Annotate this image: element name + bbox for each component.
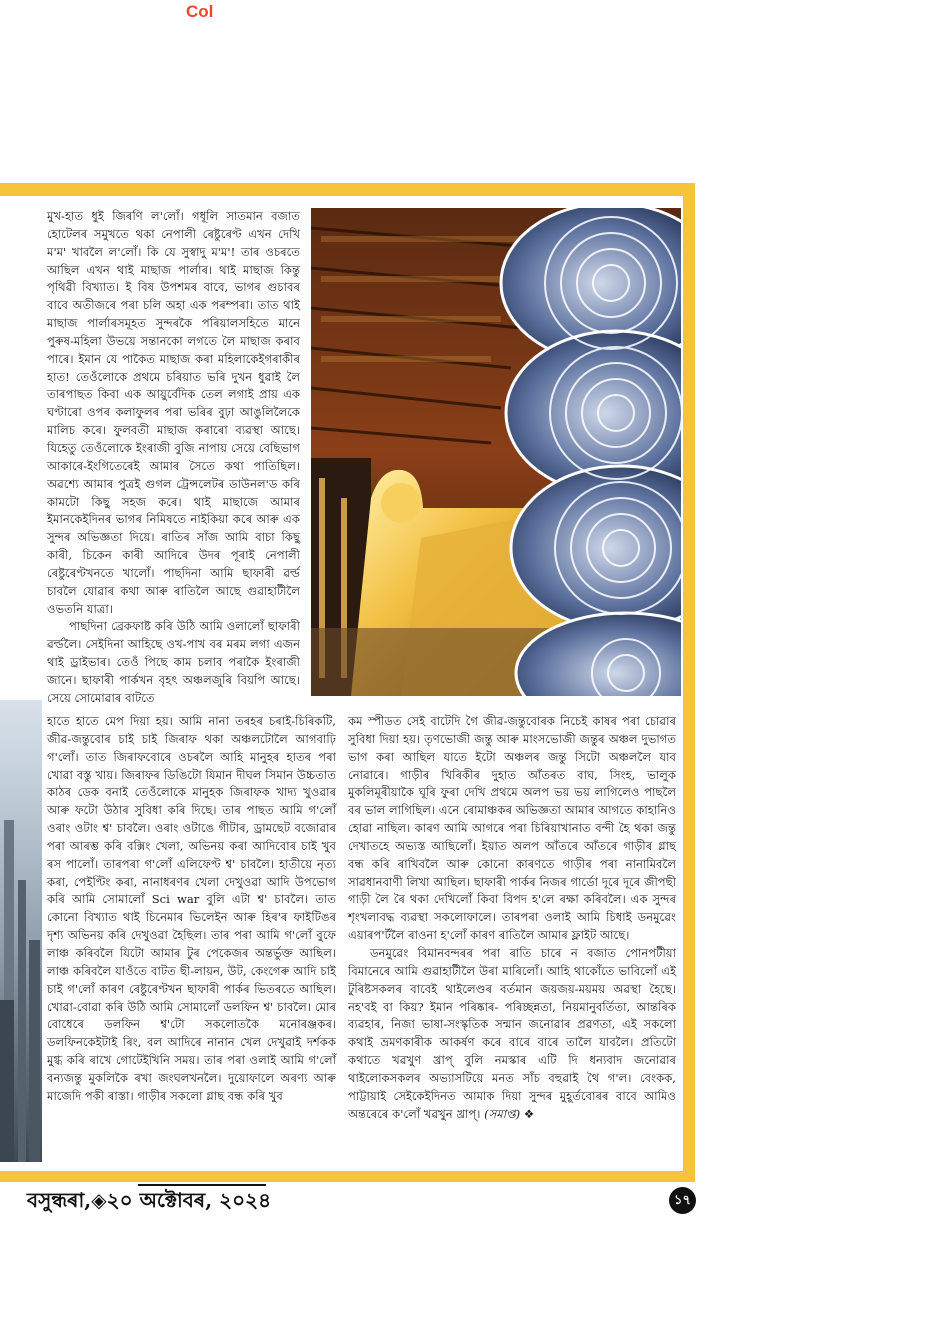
paragraph: পাছদিনা ব্ৰেকফাষ্ট কৰি উঠি আমি ওলালোঁ ছাফাৰী ৱৰ্ল্ডলৈ। সেইদিনা আহিছে ওখ-পাখ বৰ মৰম লগা এজন থাই ড্ৰাইভাৰ। তেওঁ পিছে কাম চলাব পৰাকৈ ইংৰাজী জানে। ছাফাৰী পাৰ্কখন বৃহৎ অঞ্চলজুৰি বিয়পি আছে। সেয়ে সোমোৱাৰ বাটতে (47, 619, 300, 705)
footer-title (27, 1186, 271, 1219)
column-label: Col (186, 2, 214, 21)
article-column-2 (47, 713, 336, 1106)
end-mark: (সমাপ্ত) (484, 1106, 521, 1121)
page-number: ১৭ (669, 1187, 696, 1214)
issue-date: ২০ অক্টোবৰ, ২০২৪ (106, 1188, 272, 1212)
reclining-buddha-photo (311, 208, 681, 696)
article-column-1 (47, 208, 300, 708)
paragraph: কম স্পীডত সেই বাটেদি গৈ জীৱ-জন্তুবোৰক নিচেই কাষৰ পৰা চোৱাৰ সুবিধা দিয়া হয়। তৃণভোজী জন্তু আৰু মাংসভোজী জন্তুৰ অঞ্চল দুভাগত ভাগ কৰা আছিল যাতে ইটো অঞ্চলৰ জন্তু সিটো অঞ্চললৈ যাব নোৱাৰে। গাড়ীৰ খিৰিকীৰ দুহাত আঁতৰত বাঘ, সিংহ, ভালুক মুকলিমূৰীয়াকৈ ঘূৰি ফুৰা দেখি প্ৰথমে অলপ ভয় ভয় লাগিলেও পাছলৈ বৰ ভাল লাগিছিল। এনে ৰোমাঞ্চকৰ অভিজ্ঞতা আমাৰ আগতে কাহানিও হোৱা নাছিল। কাৰণ আমি আগৰে পৰা চিৰিয়াখানাত বন্দী হৈ থকা জন্তু দেখাতহে অভ্যস্ত আছিলোঁ। ইয়াত অলপ আঁতৰে আঁতৰে গাড়ীৰ গ্লাছ বন্ধ কৰি ৰাখিবলৈ আৰু কোনো কাৰণতে গাড়ীৰ পৰা নানামিবলৈ সাৱধানবাণী লিখা আছিল। ছাফাৰী পাৰ্কৰ নিজৰ গাৰ্ডো দূৰে দূৰে জীপছী গাড়ী লৈ ৰৈ থকা দেখিলোঁ কিবা বিপদ হ'লে ৰক্ষা কৰিবলৈ। এক সুন্দৰ শৃংখলাবদ্ধ ব্যৱস্থা সকলোফালে। তাৰপৰা ওলাই আমি চিধাই ডনমুৱেং এয়াৰপ'ৰ্টলৈ ৰাওনা হ'লোঁ কাৰণ ৰাতিলৈ আমাৰ ফ্লাইট আছে। (348, 714, 676, 943)
article-column-3 (348, 713, 676, 1123)
paragraph: হাতে হাতে মেপ দিয়া হয়। আমি নানা তৰহৰ চৰাই-চিৰিকটি, জীৱ-জন্তুবোৰ চাই চাই জিৰাফ থকা অঞ্চলটোলৈ আগবাঢ়ি গ'লোঁ। তাত জিৰাফবোৰে ওচৰলৈ আহি মানুহৰ হাতৰ পৰা খোৱা বস্তু খায়। জিৰাফৰ ডিঙিটো যিমান দীঘল সিমান উচ্চতাত কাঠৰ ডেক বনাই তেওঁলোকে মানুহক জিৰাফক খাদ্য খুওৱাৰ আৰু ফটো উঠাৰ সুবিধা কৰি দিছে। তাৰ পাছত আমি গ'লোঁ ওৰাং ওটাং শ্ব' চাবলৈ। ওৰাং ওটাঙে গীটাৰ, ড্ৰামছেট বজোৱাৰ পৰা আৰম্ভ কৰি বক্সিং খেলা, অভিনয় কৰা আদিবোৰ চাই খুব ৰস পালোঁ। তাৰপৰা গ'লোঁ এলিফেণ্ট শ্ব' চাবলৈ। হাতীয়ে নৃত্য কৰা, পেইণ্টিং কৰা, নানাধৰণৰ খেলা দেখুওৱা আদি উপভোগ কৰি আমি সোমালোঁ Sci war বুলি এটা শ্ব' চাবলৈ। তাত কোনো বিখ্যাত থাই চিনেমাৰ ভিলেইন আৰু হিৰ'ৰ ফাইটিঙৰ দৃশ্য অভিনয় কৰি দেখুওৱা হৈছিল। তাৰ পৰা আমি গ'লোঁ বুফে লাঞ্চ কৰিবলৈ যিটো আমাৰ টুৰ পেকেজৰ অন্তৰ্ভুক্ত আছিল। লাঞ্চ কৰিবলৈ যাওঁতে বাটত ছী-লায়ন, উট, কেংগেৰু আদি চাই চাই গ'লোঁ কাৰণ ৰেষ্টুৰেণ্টখন ছাফাৰী পাৰ্কৰ ভিতৰতে আছিল। খোৱা-বোৱা কৰি উঠি আমি সোমালোঁ ডলফিন শ্ব' চাবলৈ। মোৰ বোধেৰে ডলফিন শ্ব'টো সকলোতকৈ মনোৰঞ্জকৰ। ডলফিনকেইটাই ৰিং, বল আদিৰে নানান খেল দেখুৱাই দৰ্শকক মুগ্ধ কৰি ৰাখে গোটেইখিনি সময়। তাৰ পৰা ওলাই আমি গ'লোঁ বন্যজন্তু মুকলিকৈ ৰখা জংঘলখনলৈ। দুয়োফালে অৰণ্য আৰু মাজেদি পকী ৰাস্তা। গাড়ীৰ সকলো গ্লাছ বন্ধ কৰি খুব (47, 714, 336, 1103)
cityscape-photo-strip (0, 700, 42, 1162)
end-ornament: ❖ (523, 1106, 535, 1121)
buddha-feet-image (311, 208, 681, 696)
paragraph-text: ডনমুৱেং বিমানবন্দৰৰ পৰা ৰাতি চাৰে ন বজাত পোনপটীয়া বিমানেৰে আমি গুৱাহাটীলৈ উৰা মাৰিলোঁ। আহি থাকোঁতে ভাবিলোঁ এই টুৰিষ্টসকলৰ বাবেই থাইলেণ্ডৰ বৰ্তমান জয়জয়-ময়ময় অৱস্থা হৈছে। নহ'বই বা কিয়? ইমান পৰিষ্কাৰ- পৰিচ্ছন্নতা, নিয়মানুবৰ্তিতা, আন্তৰিক ব্যৱহাৰ, নিজা ভাষা-সংস্কৃতিক সন্মান জনোৱাৰ প্ৰৱণতা, এই সকলো কথাই ভ্ৰমণকাৰীক আকৰ্ষণ কৰে বাৰে বাৰে তালৈ যাবলৈ। প্ৰতিটো কথাতে খৱখুণ খ্ৰাপ্ বুলি নমস্কাৰ এটি দি ধন্যবাদ জনোৱাৰ থাইলোকসকলৰ অভ্যাসটিয়ে মনত সাঁচ বহুৱাই থৈ গ'ল। বেংকক, পাট্টায়াই সেইকেইদিনত আমাক দিয়া সুন্দৰ মুহূৰ্তবোৰৰ বাবে আমিও অন্তৰেৰে ক'লোঁ খৱখুন খ্ৰাপ্। (348, 945, 676, 1121)
magazine-name: বসুন্ধৰা, (27, 1188, 92, 1212)
paragraph: মুখ-হাত ধুই জিৰণি ল'লোঁ। গধূলি সাতমান বজাত হোটেলৰ সমুখতে থকা নেপালী ৰেষ্টুৰেণ্ট এখন দেখি ম'ম' খাবলৈ ল'লোঁ। কি যে সুস্বাদু ম'ম'! তাৰ ওচৰতে আছিল এখন থাই মাছাজ পাৰ্লাৰ। থাই মাছাজ কিন্তু পৃথিৱী বিখ্যাত। ই বিষ উপশমৰ বাবে, ভাগৰ গুচাবৰ বাবে অতীজৰে পৰা চলি অহা এক পৰম্পৰা। তাত থাই মাছাজ পাৰ্লাৰসমূহত সুন্দৰকৈ পৰিয়ালসহিতে মানে পুৰুষ-মহিলা উভয়ে সন্তানকো লগতে লৈ মাছাজ কৰাব পাৰে। ইমান যে পাকৈত মাছাজ কৰা মহিলাকেইগৰাকীৰ হাত! তেওঁলোকে প্ৰথমে চৰিয়াত ভৰি দুখন ধুৱাই লৈ তাৰপাছত কিবা এক আয়ুৰ্বেদিক তেল লগাই প্ৰায় এক ঘণ্টাৰো ওপৰ কলাফুলৰ পৰা ভৰিৰ বুঢ়া আঙুলিলৈকে মালিচ কৰে। ফুলবতী মাছাজ কৰাৰো ব্যৱস্থা আছে। যিহেতু তেওঁলোকে ইংৰাজী বুজি নাপায় সেয়ে বেছিভাগ আকাৰে-ইংগিতেৰেই আমাৰ সৈতে কথা পাতিছিল। অৱশ্যে আমাৰ পুত্ৰই গুগল ট্ৰেন্সলেটৰ ডাউনল'ড কৰি কামটো কিছু সহজ কৰে। থাই মাছাজে আমাৰ ইমানকেইদিনৰ ভাগৰ নিমিষতে নাইকিয়া কৰে আৰু এক সুন্দৰ অভিজ্ঞতা দিয়ে। ৰাতিৰ সাঁজ আমি বাচা কিছু কাৰী, চিকেন কাৰী আদিৰে উদৰ পূৰাই নেপালী ৰেষ্টুৰেণ্টখনতে খালোঁ। পাছদিনা আমি ছাফাৰী ৱৰ্ল্ড চাবলৈ যোৱাৰ কথা আৰু ৰাতিলৈ আছে গুৱাহাটীলৈ ওভতনি যাত্ৰা। (47, 209, 300, 616)
date-ornament-icon: ◈ (91, 1188, 107, 1212)
paragraph (348, 945, 676, 1123)
